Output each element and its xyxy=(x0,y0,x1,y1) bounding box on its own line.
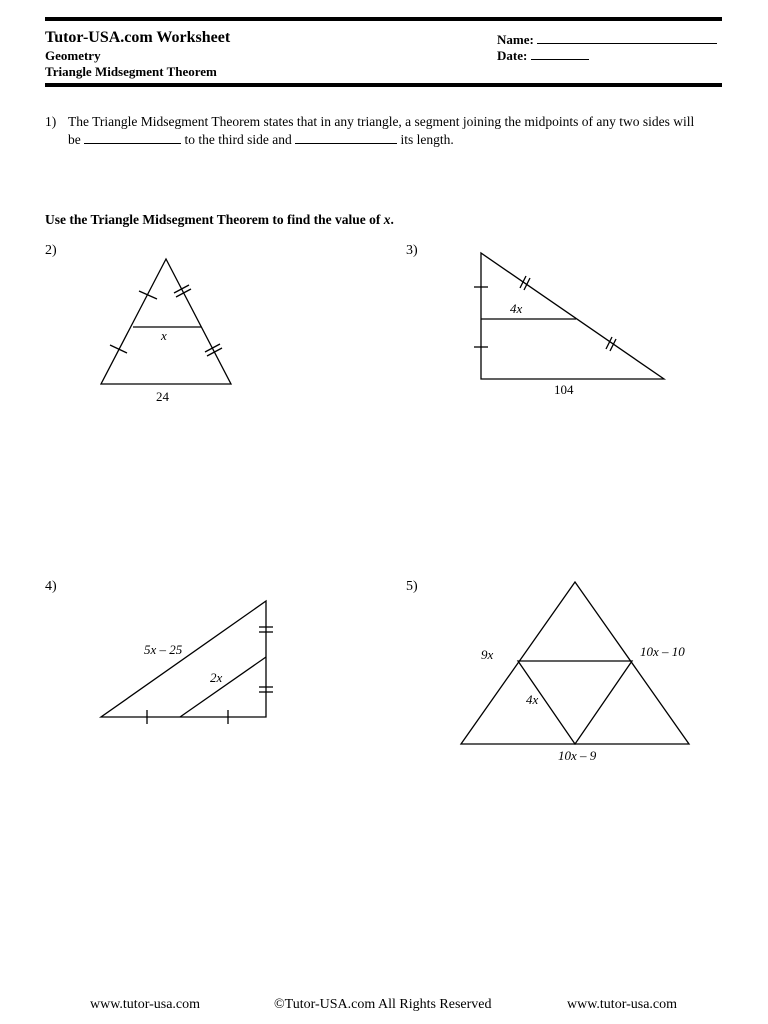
name-label: Name: xyxy=(497,32,534,47)
problem-5-right-label: 10x – 10 xyxy=(640,644,685,659)
date-label: Date: xyxy=(497,48,528,63)
problem-2-triangle xyxy=(101,259,231,384)
problem-2-number: 2) xyxy=(45,243,57,258)
problem-3-number: 3) xyxy=(406,243,418,258)
instructions-variable: x xyxy=(383,212,391,227)
topic-label: Triangle Midsegment Theorem xyxy=(45,64,217,79)
problem-2-tick-left-lower xyxy=(110,345,127,353)
problem-2-figure xyxy=(101,259,231,384)
problem-3-base-label: 104 xyxy=(554,382,574,397)
problem-4-triangle xyxy=(101,601,266,717)
problem-4-figure xyxy=(101,601,273,724)
problem-5-inner-label: 4x xyxy=(526,692,539,707)
problem-2-midsegment-label: x xyxy=(161,328,167,343)
footer-copyright: ©Tutor-USA.com All Rights Reserved xyxy=(274,997,492,1012)
problem-5-left-label: 9x xyxy=(481,647,494,662)
question-1-mid: to the third side and xyxy=(184,132,292,147)
problem-5-base-label: 10x – 9 xyxy=(558,748,597,763)
instructions-end: . xyxy=(390,212,394,227)
problem-2-tick-left-upper xyxy=(139,291,157,299)
problem-2-base-label: 24 xyxy=(156,389,169,404)
problem-4-hypotenuse-label: 5x – 25 xyxy=(144,642,183,657)
problem-4-midsegment xyxy=(180,657,266,717)
problem-3-midsegment-label: 4x xyxy=(510,301,523,316)
instructions-text: Use the Triangle Midsegment Theorem to find the value of xyxy=(45,212,381,227)
problem-4-number: 4) xyxy=(45,579,57,594)
problem-3-tick-hyp-upper-a xyxy=(520,276,526,288)
question-1-number: 1) xyxy=(45,114,57,129)
problem-5-figure xyxy=(461,582,689,744)
problem-4-midsegment-label: 2x xyxy=(210,670,223,685)
site-title: Tutor-USA.com Worksheet xyxy=(45,29,231,46)
problem-3-figure xyxy=(474,253,664,379)
subject-label: Geometry xyxy=(45,48,101,63)
problem-3-triangle xyxy=(481,253,664,379)
problem-5-number: 5) xyxy=(406,579,418,594)
problem-5-outer-triangle xyxy=(461,582,689,744)
question-1-end: its length. xyxy=(400,132,454,147)
question-1-line-1: The Triangle Midsegment Theorem states that in any triangle, a segment joining the midpoints of any two sides will xyxy=(68,114,695,129)
footer-right-link[interactable]: www.tutor-usa.com xyxy=(567,997,678,1012)
footer-left-link[interactable]: www.tutor-usa.com xyxy=(90,997,201,1012)
question-1-be: be xyxy=(68,132,81,147)
